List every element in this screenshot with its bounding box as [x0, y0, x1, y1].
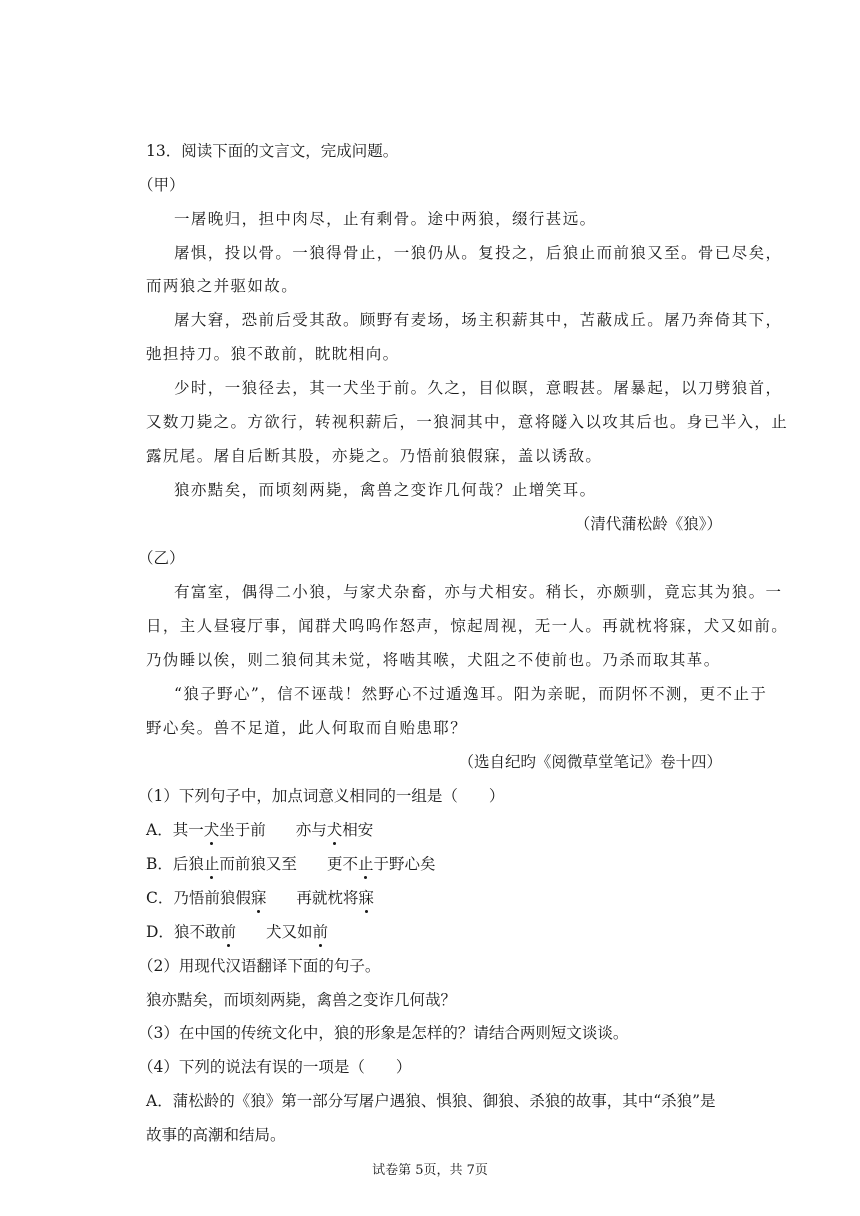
passage-line: 乃伪睡以俟，则二狼伺其未觉，将啮其喉，犬阻之不使前也。乃杀而取其革。 [146, 651, 721, 669]
passage-line: 屠大窘，恐前后受其敌。顾野有麦场，场主积薪其中，苫蔽成丘。屠乃奔倚其下， [174, 311, 783, 329]
q2-prompt: （2）用现代汉语翻译下面的句子。 [138, 957, 381, 975]
passage-jia-source: （清代蒲松龄《狼》） [574, 515, 722, 533]
passage-line: 野心矣。兽不足道，此人何取而自贻患耶？ [146, 719, 468, 737]
emphasis-dot-char: 寐 [250, 889, 267, 907]
emphasis-dot-char: 犬 [203, 821, 220, 839]
passage-line: 屠惧，投以骨。一狼得骨止，一狼仍从。复投之，后狼止而前狼又至。骨已尽矣， [174, 244, 783, 262]
q4-prompt: （4）下列的说法有误的一项是（ ） [138, 1058, 412, 1076]
passage-yi-source: （选自纪昀《阅微草堂笔记》卷十四） [458, 753, 722, 771]
emphasis-dot-char: 犬 [326, 821, 343, 839]
passage-line: 一屠晚归，担中肉尽，止有剩骨。途中两狼，缀行甚远。 [174, 210, 597, 228]
emphasis-dot-char: 止 [203, 855, 220, 873]
emphasis-dot-char: 止 [357, 855, 374, 873]
q4-option-a-line1: A．蒲松龄的《狼》第一部分写屠户遇狼、惧狼、御狼、杀狼的故事，其中“杀狼”是 [146, 1092, 716, 1110]
q1-option-b: B．后狼止而前狼又至 更不止于野心矣 [146, 855, 436, 873]
q4-option-a-line2: 故事的高潮和结局。 [146, 1126, 286, 1144]
page-footer: 试卷第 5页，共 7页 [372, 1163, 488, 1178]
passage-line: 狼亦黠矣，而顷刻两毙，禽兽之变诈几何哉？止增笑耳。 [174, 481, 597, 499]
q1-option-a: A．其一犬坐于前 亦与犬相安 [146, 821, 374, 839]
passage-line: 弛担持刀。狼不敢前，眈眈相向。 [146, 345, 400, 363]
q1-prompt: （1）下列句子中，加点词意义相同的一组是（ ） [138, 787, 505, 805]
q1-option-c: C．乃悟前狼假寐 再就枕将寐 [146, 889, 374, 907]
q1-option-d: D．狼不敢前 犬又如前 [146, 923, 328, 941]
passage-line: 少时，一狼径去，其一犬坐于前。久之，目似瞑，意暇甚。屠暴起，以刀劈狼首， [174, 379, 783, 397]
passage-line: 露尻尾。屠自后断其股，亦毙之。乃悟前狼假寐，盖以诱敌。 [146, 447, 603, 465]
passage-jia-label: （甲） [138, 176, 185, 194]
question-title: 13．阅读下面的文言文，完成问题。 [146, 142, 399, 160]
passage-line: 而两狼之并驱如故。 [146, 277, 299, 295]
passage-line: 日，主人昼寝厅事，闻群犬呜呜作怒声，惊起周视，无一人。再就枕将寐，犬又如前。 [146, 617, 789, 635]
passage-line: 又数刀毙之。方欲行，转视积薪后，一狼洞其中，意将隧入以攻其后也。身已半入，止 [146, 413, 789, 431]
passage-yi-label: （乙） [138, 549, 185, 567]
q2-sentence: 狼亦黠矣，而顷刻两毙，禽兽之变诈几何哉？ [146, 991, 457, 1009]
emphasis-dot-char: 前 [220, 923, 236, 941]
q3-prompt: （3）在中国的传统文化中，狼的形象是怎样的？请结合两则短文谈谈。 [138, 1024, 629, 1042]
emphasis-dot-char: 前 [312, 923, 328, 941]
passage-line: “狼子野心”，信不诬哉！然野心不过遁逸耳。阳为亲昵，而阴怀不测，更不止于 [174, 685, 768, 703]
emphasis-dot-char: 寐 [358, 889, 374, 907]
passage-line: 有富室，偶得二小狼，与家犬杂畜，亦与犬相安。稍长，亦颇驯，竟忘其为狼。一 [174, 583, 783, 601]
